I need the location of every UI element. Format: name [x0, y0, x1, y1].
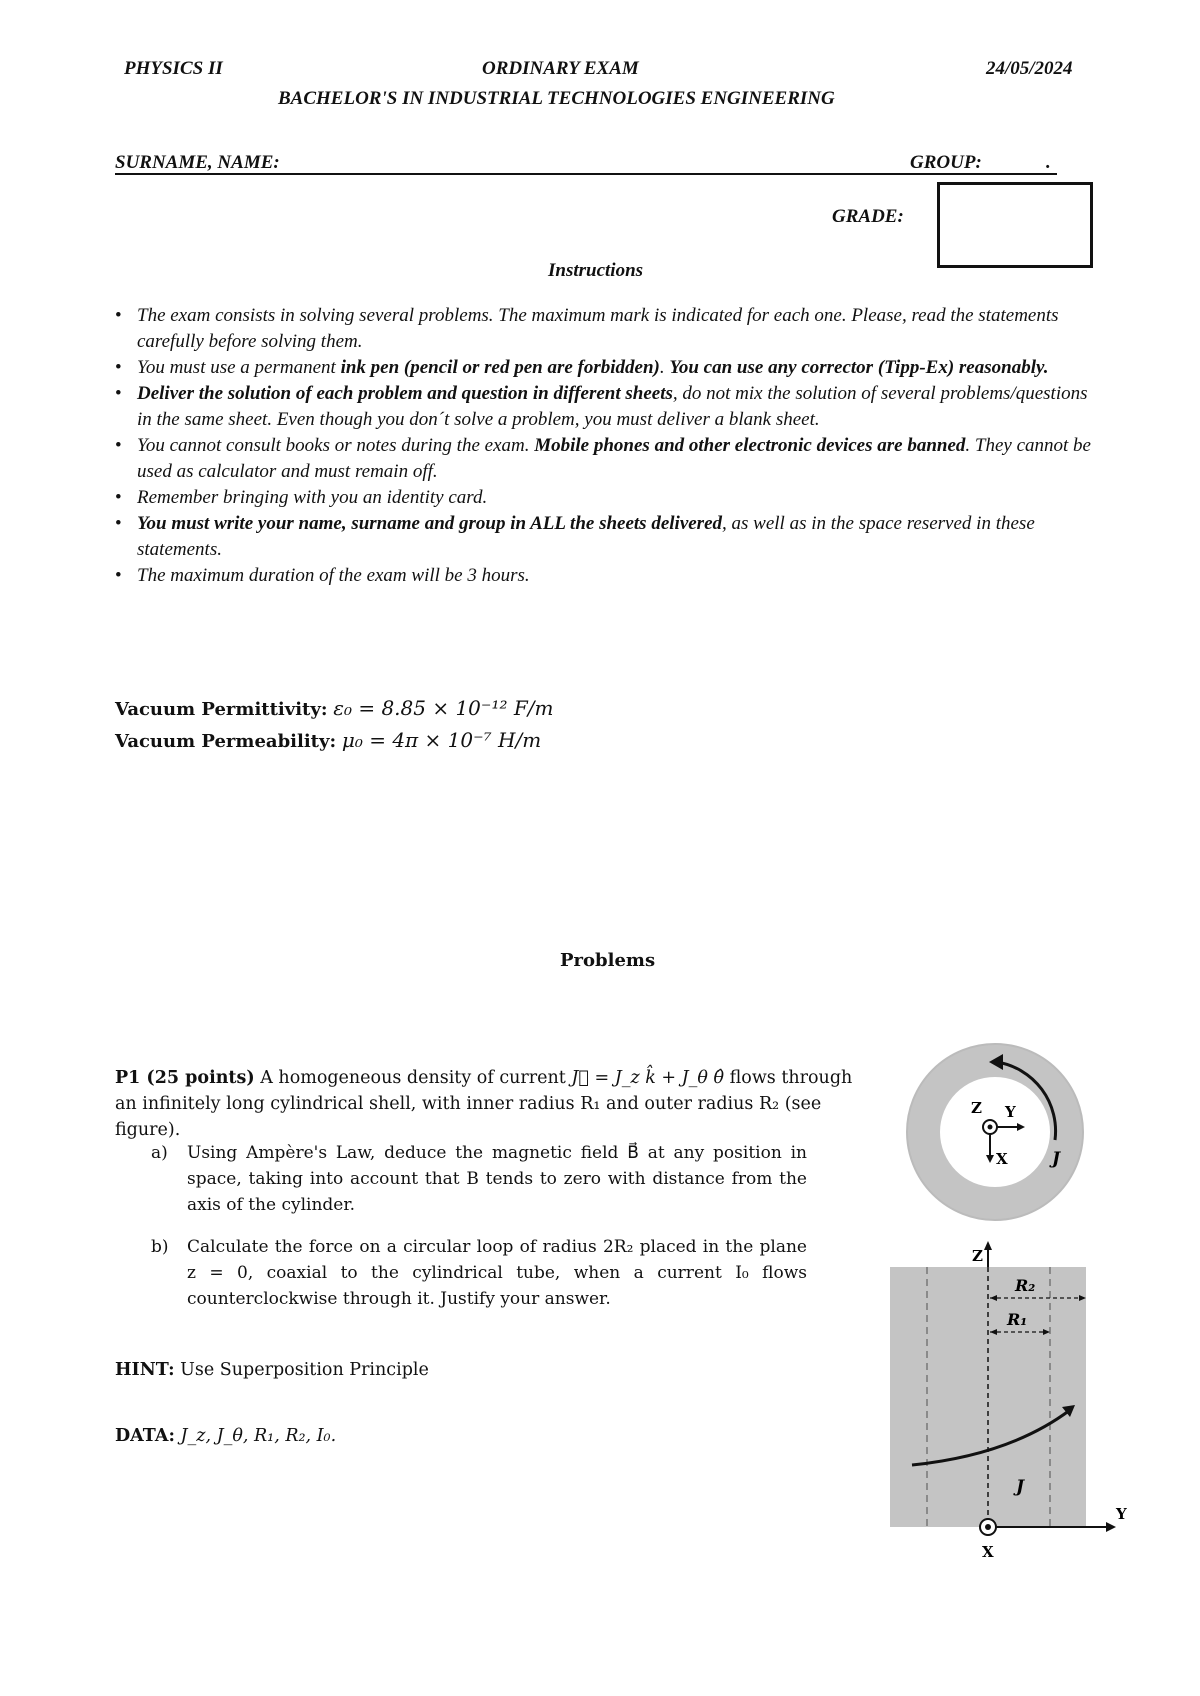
problems-title: Problems: [560, 950, 656, 971]
instruction-item: • Deliver the solution of each problem and question in different sheets, do not mix the solution of several problems/questions in the same sheet. Even though you don´t solve a problem, you must deliver a blank sheet.: [115, 383, 1088, 430]
side-r1-label: R₁: [1007, 1310, 1028, 1329]
top-view-figure: [895, 1040, 1095, 1230]
side-j-label: J: [1016, 1477, 1025, 1497]
top-y-label: Y: [1005, 1103, 1016, 1121]
p1-label: P1 (25 points): [115, 1068, 255, 1088]
permeability-value: μ₀ = 4π × 10⁻⁷ H/m: [341, 728, 542, 752]
side-r2-label: R₂: [1015, 1276, 1036, 1295]
instruction-item: • You must write your name, surname and group in ALL the sheets delivered, as well as in the space reserved in these statements.: [115, 513, 1035, 560]
side-z-label: Z: [972, 1247, 983, 1265]
group-end: .: [1046, 152, 1051, 173]
permittivity-value: ε₀ = 8.85 × 10⁻¹² F/m: [333, 696, 554, 720]
hint-line: HINT: Use Superposition Principle: [115, 1360, 429, 1380]
side-y-label: Y: [1116, 1505, 1127, 1523]
surname-name-label: SURNAME, NAME:: [115, 152, 280, 173]
current-density-expr: J⃗ = J_z k̂ + J_θ θ̂: [571, 1068, 725, 1088]
instruction-item: • The maximum duration of the exam will be 3 hours.: [115, 565, 530, 586]
permittivity-line: [115, 696, 553, 720]
instruction-item: • You must use a permanent ink pen (pencil or red pen are forbidden). You can use any corrector (Tipp-Ex) reasonably.: [115, 357, 1049, 378]
permittivity-label: Vacuum Permittivity:: [115, 699, 328, 720]
grade-label: GRADE:: [832, 206, 904, 227]
top-j-label: J: [1052, 1149, 1061, 1169]
group-label: GROUP:: [910, 152, 982, 173]
permeability-label: Vacuum Permeability:: [115, 731, 337, 752]
degree-title: BACHELOR'S IN INDUSTRIAL TECHNOLOGIES ENGINEERING: [278, 88, 835, 109]
top-z-label: Z: [971, 1099, 982, 1117]
p1-statement: P1 (25 points) A homogeneous density of current J⃗ = J_z k̂ + J_θ θ̂ flows through an infinitely long cylindrical shell, with inner radius R₁ and outer radius R₂ (see figure).: [115, 1068, 853, 1140]
instruction-item: • You cannot consult books or notes during the exam. Mobile phones and other electronic devices are banned. They cannot be used as calculator and must remain off.: [115, 435, 1091, 482]
instructions-list: [115, 303, 1097, 589]
side-view-figure: [880, 1235, 1140, 1565]
data-line: DATA: J_z, J_θ, R₁, R₂, I₀.: [115, 1426, 337, 1446]
top-x-label: X: [996, 1150, 1008, 1168]
permeability-line: [115, 728, 541, 752]
instruction-item: • The exam consists in solving several problems. The maximum mark is indicated for each one. Please, read the statements carefully before solving them.: [115, 305, 1059, 352]
grade-box[interactable]: [937, 182, 1093, 268]
side-x-label: X: [982, 1543, 994, 1561]
instruction-item: • Remember bringing with you an identity card.: [115, 487, 488, 508]
course-title: PHYSICS II: [124, 58, 223, 79]
instructions-title: Instructions: [548, 260, 644, 281]
exam-date: 24/05/2024: [986, 58, 1073, 79]
exam-type: ORDINARY EXAM: [482, 58, 639, 79]
